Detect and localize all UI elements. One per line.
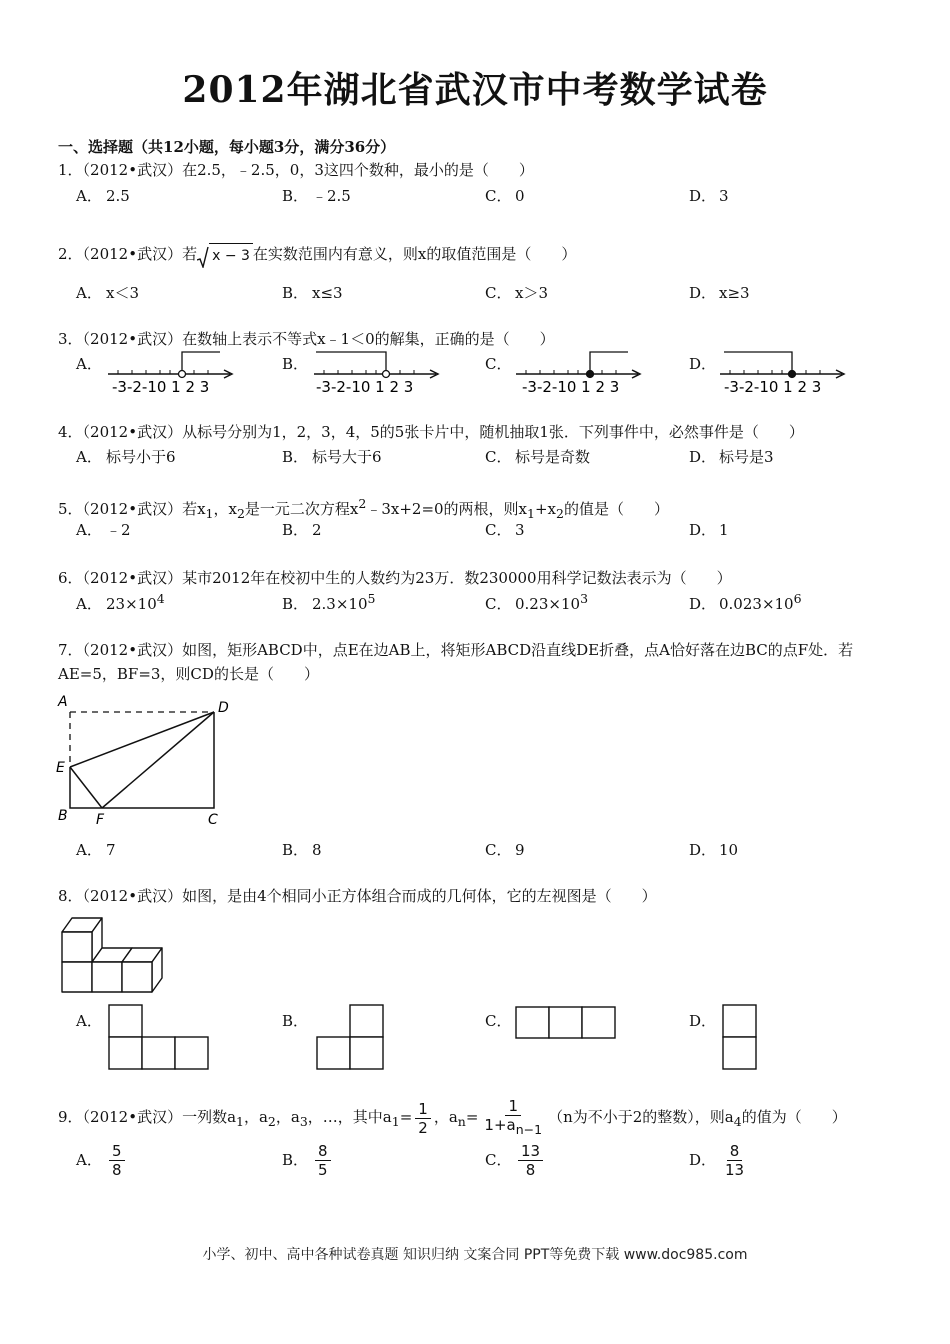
option-a[interactable]: A． <box>76 355 102 373</box>
number-line-c <box>516 348 646 396</box>
tick-labels: -3-2-10 1 2 3 <box>522 378 620 396</box>
option-b[interactable]: B． x≤3 <box>282 284 343 302</box>
view-option-c <box>515 1006 617 1040</box>
question-1-options <box>76 185 896 215</box>
question-1: 1．（2012•武汉）在2.5，﹣2.5，0，3这四个数种，最小的是（ ） <box>58 161 534 179</box>
question-7: 7．（2012•武汉）如图，矩形ABCD中，点E在边AB上，将矩形ABCD沿直线DE折叠，点A恰好落在边BC的点F处．若AE=5，BF=3，则CD的长是（ ） <box>58 641 854 683</box>
label-f: F <box>96 812 105 828</box>
option-b[interactable]: B． <box>282 355 309 373</box>
option-c[interactable]: C． 9 <box>485 841 525 859</box>
question-5-options <box>76 519 896 549</box>
label-d: D <box>218 700 229 716</box>
sqrt-expression: x − 3 <box>197 243 253 268</box>
tick-labels: -3-2-10 1 2 3 <box>724 378 822 396</box>
fraction-a1: $\frac{1}{2}$ <box>415 1100 431 1137</box>
fraction: $\frac{8}{5}$ <box>315 1142 331 1179</box>
option-d[interactable]: D． 3 <box>689 187 729 205</box>
page-title: 2012年湖北省武汉市中考数学试卷 <box>182 69 768 111</box>
option-a[interactable]: A． 标号小于6 <box>76 448 176 466</box>
label-c: C <box>208 812 218 828</box>
question-9-options <box>76 1142 896 1190</box>
view-option-b <box>315 1004 385 1070</box>
rectangle-fold-figure <box>54 692 240 830</box>
option-a[interactable]: A． $\frac{5}{8}$ <box>76 1142 128 1179</box>
question-6: 6．（2012•武汉）某市2012年在校初中生的人数约为23万．数230000用科学记数法表示为（ ） <box>58 569 732 587</box>
option-d[interactable]: D． $\frac{8}{13}$ <box>689 1142 750 1179</box>
label-e: E <box>56 760 65 776</box>
section-heading: 一、选择题（共12小题，每小题3分，满分36分） <box>58 138 396 156</box>
question-6-options <box>76 591 896 621</box>
number-line-a <box>108 348 238 396</box>
option-c[interactable]: C． $\frac{13}{8}$ <box>485 1142 546 1179</box>
option-a[interactable]: A． $23\times 10^4$ <box>76 591 165 613</box>
option-b[interactable]: B． 8 <box>282 841 322 859</box>
question-2: 2．（2012•武汉）若 x − 3 在实数范围内有意义，则x的取值范围是（ ） <box>58 242 576 268</box>
option-d[interactable]: D． $0.023\times 10^6$ <box>689 591 802 613</box>
option-c[interactable]: C． 标号是奇数 <box>485 448 591 466</box>
tick-labels: -3-2-10 1 2 3 <box>112 378 210 396</box>
option-c[interactable]: C． 0 <box>485 187 525 205</box>
fraction: $\frac{13}{8}$ <box>518 1142 543 1179</box>
option-c[interactable]: C． <box>485 355 512 373</box>
question-2-options <box>76 282 896 312</box>
option-c[interactable]: C． <box>485 1012 512 1030</box>
fraction-an: $\frac{1}{1+a_{n-1}}$ <box>484 1097 543 1137</box>
view-option-a <box>108 1004 210 1070</box>
footer-text: 小学、初中、高中各种试卷真题 知识归纳 文案合同 PPT等免费下载 www.doc985.com <box>202 1247 748 1263</box>
option-d[interactable]: D． 10 <box>689 841 739 859</box>
option-d[interactable]: D． <box>689 355 717 373</box>
option-b[interactable]: B． ﹣2.5 <box>282 187 351 205</box>
option-a[interactable]: A． x＜3 <box>76 284 140 302</box>
question-4: 4．（2012•武汉）从标号分别为1，2，3，4，5的5张卡片中，随机抽取1张．下列事件中，必然事件是（ ） <box>58 423 804 441</box>
option-b[interactable]: B． $\frac{8}{5}$ <box>282 1142 334 1179</box>
option-c[interactable]: C． $0.23\times 10^3$ <box>485 591 589 613</box>
fraction: $\frac{8}{13}$ <box>725 1142 745 1179</box>
question-7-options <box>76 839 896 869</box>
option-b[interactable]: B． 2 <box>282 521 322 539</box>
option-d[interactable]: D． 1 <box>689 521 729 539</box>
label-b: B <box>58 808 68 824</box>
fraction: $\frac{5}{8}$ <box>109 1142 125 1179</box>
view-option-d <box>722 1004 758 1070</box>
option-d[interactable]: D． <box>689 1012 717 1030</box>
question-4-options <box>76 446 896 476</box>
option-c[interactable]: C． 3 <box>485 521 525 539</box>
question-3: 3．（2012•武汉）在数轴上表示不等式x﹣1＜0的解集，正确的是（ ） <box>58 330 555 348</box>
option-a[interactable]: A． ﹣2 <box>76 521 131 539</box>
cube-solid-figure <box>58 912 168 996</box>
number-line-b <box>314 348 444 396</box>
option-d[interactable]: D． 标号是3 <box>689 448 774 466</box>
question-9: 9．（2012•武汉）一列数$a_1$，$a_2$，$a_3$，…，其中$a_1=$ $\frac{1}{2}$ ，$a_n=$ $\frac{1}{1+a_{n-1}}$ （n为不小于2的整数），则$a_4$的值为（ ） <box>58 1097 847 1137</box>
tick-labels: -3-2-10 1 2 3 <box>316 378 414 396</box>
option-a[interactable]: A． 7 <box>76 841 116 859</box>
option-b[interactable]: B． $2.3\times 10^5$ <box>282 591 376 613</box>
option-b[interactable]: B． 标号大于6 <box>282 448 382 466</box>
number-line-d <box>720 348 850 396</box>
option-c[interactable]: C． x＞3 <box>485 284 549 302</box>
option-a[interactable]: A． 2.5 <box>76 187 130 205</box>
question-5: 5．（2012•武汉）若$x_1$，$x_2$是一元二次方程$x^2﹣3x+2=0$的两根，则$x_1+x_2$的值是（ ） <box>58 496 669 521</box>
question-8: 8．（2012•武汉）如图，是由4个相同小正方体组合而成的几何体，它的左视图是（ ） <box>58 887 657 905</box>
option-d[interactable]: D． x≥3 <box>689 284 750 302</box>
option-a[interactable]: A． <box>76 1012 102 1030</box>
label-a: A <box>58 694 68 710</box>
option-b[interactable]: B． <box>282 1012 309 1030</box>
